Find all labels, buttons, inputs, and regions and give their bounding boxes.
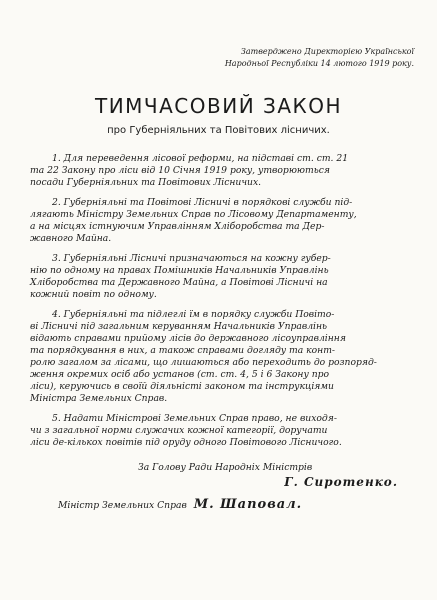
section-line: посади Губерніяльних та Повітових Лісничих. [30, 177, 262, 188]
minister-signature-block [58, 497, 378, 514]
law-sections [30, 153, 407, 457]
section-line: чи з загальної норми служачих кожної категорії, доручати [30, 425, 328, 436]
section-line: ві Лісничі під загальним керуванням Начальників Управлінь [30, 321, 328, 332]
section-line: та 22 Закону про ліси від 10 Січня 1919 року, утворюються [30, 165, 330, 176]
section-line: ліси), керуючись в своїй діяльністі законом та інструкціями [30, 381, 334, 392]
section-line: ження окремих осіб або установ (ст. ст. 4, 5 і 6 Закону про [30, 369, 330, 380]
section-line: 2. Губерніяльні та Повітові Лісничі в порядкові служби під- [52, 197, 353, 208]
minister-signature: М. Шаповал. [193, 497, 303, 512]
section-line: 1. Для переведення лісової реформи, на підставі ст. ст. 21 [52, 153, 349, 164]
law-section-3 [30, 253, 407, 301]
approval-line-2: Народньої Республіки 14 лютого 1919 року. [224, 59, 414, 68]
section-line: Хліборобства та Державного Майна, а Повітові Лісничі на [30, 277, 328, 288]
section-line: та порядкування в них, а також справами догляду та конт- [30, 345, 336, 356]
section-line: 3. Губерніяльні Лісничі призначаються на кожну губер- [52, 253, 331, 264]
section-line: 5. Надати Міністрові Земельних Справ право, не виходя- [52, 413, 337, 424]
approval-note [222, 46, 414, 70]
minister-position: Міністр Земельних Справ [58, 500, 187, 511]
section-line: Міністра Земельних Справ. [30, 393, 168, 404]
section-line: лягають Міністру Земельних Справ по Лісовому Департаменту, [30, 209, 357, 220]
section-line: ліси де-кількох повітів під оруду одного Повітового Лісничого. [30, 437, 342, 448]
law-subtitle: про Губерніяльних та Повітових лісничих. [107, 125, 330, 136]
chairman-name-row [138, 475, 398, 491]
approval-line-1: Затверджено Директорією Української [240, 47, 414, 56]
section-line: жавного Майна. [30, 233, 112, 244]
law-section-1 [30, 153, 407, 189]
law-section-2 [30, 197, 407, 245]
section-line: 4. Губерніяльні та підлеглі їм в порядку служби Повіто- [52, 309, 335, 320]
section-line: ролю загалом за лісами, що лишаються або переходить до розпоряд- [30, 357, 377, 368]
section-line: нію по одному на правах Помішників Начальників Управлінь [30, 265, 329, 276]
section-line: відають справами прийому лісів до державного лісоуправління [30, 333, 346, 344]
chairman-signature-block [138, 461, 398, 491]
law-section-5 [30, 413, 407, 449]
law-title: ТИМЧАСОВИЙ ЗАКОН [94, 94, 343, 118]
law-section-4 [30, 309, 407, 405]
section-line: кожний повіт по одному. [30, 289, 157, 300]
section-line: а на місцях істнуючим Управлінням Хліборобства та Дер- [30, 221, 325, 232]
chairman-position: За Голову Ради Народніх Міністрів [138, 462, 313, 473]
chairman-signature: Г. Сиротенко. [284, 475, 398, 489]
